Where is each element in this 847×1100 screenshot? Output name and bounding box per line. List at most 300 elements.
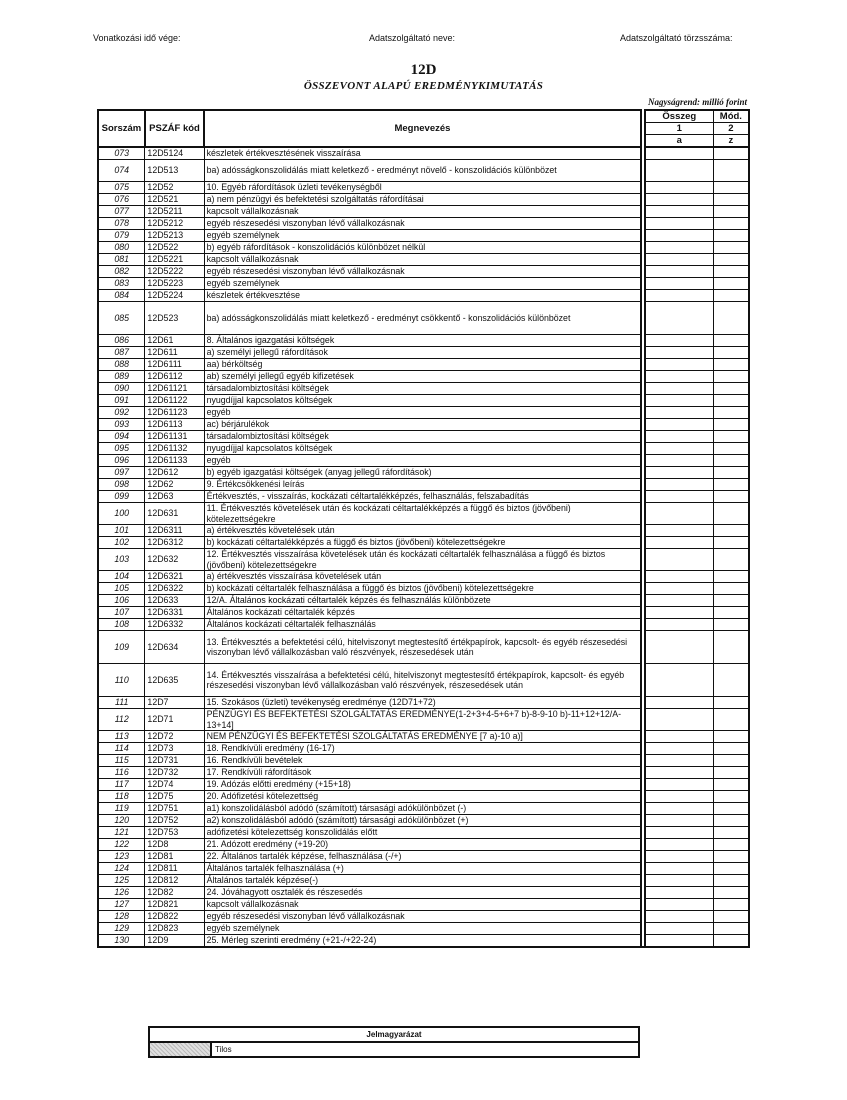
- row-amount-cell[interactable]: [645, 254, 713, 266]
- header-mod: Mód.: [713, 110, 749, 123]
- row-amount-cell[interactable]: [645, 537, 713, 549]
- row-amount-cell[interactable]: [645, 779, 713, 791]
- row-pszaf-code: 12D61131: [145, 431, 204, 443]
- row-pszaf-code: 12D81: [145, 851, 204, 863]
- row-amount-cell[interactable]: [645, 549, 713, 571]
- row-serial: 085: [98, 302, 145, 335]
- row-pszaf-code: 12D71: [145, 709, 204, 731]
- row-name: egyéb: [204, 407, 641, 419]
- row-name: ab) személyi jellegű egyéb kifizetések: [204, 371, 641, 383]
- row-serial: 115: [98, 755, 145, 767]
- row-serial: 086: [98, 335, 145, 347]
- row-amount-cell[interactable]: [645, 194, 713, 206]
- row-mod-cell[interactable]: [713, 525, 749, 537]
- row-amount-cell[interactable]: [645, 290, 713, 302]
- row-serial: 104: [98, 571, 145, 583]
- row-mod-cell[interactable]: [713, 230, 749, 242]
- row-name: b) egyéb igazgatási költségek (anyag jellegű ráfordítások): [204, 467, 641, 479]
- row-mod-cell[interactable]: [713, 347, 749, 359]
- table-row: [98, 302, 749, 335]
- row-mod-cell[interactable]: [713, 371, 749, 383]
- row-amount-cell[interactable]: [645, 709, 713, 731]
- row-mod-cell[interactable]: [713, 194, 749, 206]
- row-pszaf-code: 12D6321: [145, 571, 204, 583]
- row-pszaf-code: 12D72: [145, 731, 204, 743]
- row-amount-cell[interactable]: [645, 583, 713, 595]
- row-amount-cell[interactable]: [645, 664, 713, 697]
- row-pszaf-code: 12D6312: [145, 537, 204, 549]
- row-mod-cell[interactable]: [713, 290, 749, 302]
- row-mod-cell[interactable]: [713, 407, 749, 419]
- income-statement-table: [97, 109, 750, 948]
- row-serial: 129: [98, 923, 145, 935]
- row-name: 22. Általános tartalék képzése, felhasználása (-/+): [204, 851, 641, 863]
- row-mod-cell[interactable]: [713, 206, 749, 218]
- row-serial: 089: [98, 371, 145, 383]
- row-amount-cell[interactable]: [645, 875, 713, 887]
- row-name: 13. Értékvesztés a befektetési célú, hitelviszonyt megtestesítő értékpapírok, kapcsolt- és egyéb részesedési viszonyban lévő vállalkozásban való részvények, részesedések után: [204, 631, 641, 664]
- row-name: egyéb személynek: [204, 230, 641, 242]
- row-pszaf-code: 12D522: [145, 242, 204, 254]
- row-pszaf-code: 12D753: [145, 827, 204, 839]
- row-serial: 106: [98, 595, 145, 607]
- row-mod-cell[interactable]: [713, 419, 749, 431]
- row-amount-cell[interactable]: [645, 407, 713, 419]
- row-serial: 093: [98, 419, 145, 431]
- row-serial: 112: [98, 709, 145, 731]
- row-name: társadalombiztosítási költségek: [204, 431, 641, 443]
- table-row: [98, 827, 749, 839]
- row-name: b) kockázati céltartalékképzés a függő és biztos (jövőbeni) kötelezettségekre: [204, 537, 641, 549]
- row-pszaf-code: 12D751: [145, 803, 204, 815]
- header-mod-letter: z: [713, 135, 749, 148]
- row-amount-cell[interactable]: [645, 731, 713, 743]
- row-pszaf-code: 12D6311: [145, 525, 204, 537]
- row-serial: 109: [98, 631, 145, 664]
- header-name: Megnevezés: [204, 110, 641, 147]
- row-name: 20. Adófizetési kötelezettség: [204, 791, 641, 803]
- row-mod-cell[interactable]: [713, 911, 749, 923]
- table-row: [98, 709, 749, 731]
- row-amount-cell[interactable]: [645, 278, 713, 290]
- row-mod-cell[interactable]: [713, 537, 749, 549]
- row-mod-cell[interactable]: [713, 899, 749, 911]
- row-amount-cell[interactable]: [645, 160, 713, 182]
- row-mod-cell[interactable]: [713, 697, 749, 709]
- row-serial: 095: [98, 443, 145, 455]
- table-row: [98, 537, 749, 549]
- row-mod-cell[interactable]: [713, 455, 749, 467]
- row-amount-cell[interactable]: [645, 827, 713, 839]
- row-name: nyugdíjjal kapcsolatos költségek: [204, 395, 641, 407]
- row-amount-cell[interactable]: [645, 607, 713, 619]
- row-mod-cell[interactable]: [713, 863, 749, 875]
- row-mod-cell[interactable]: [713, 443, 749, 455]
- row-mod-cell[interactable]: [713, 607, 749, 619]
- row-name: 17. Rendkívüli ráfordítások: [204, 767, 641, 779]
- row-amount-cell[interactable]: [645, 755, 713, 767]
- table-row: [98, 194, 749, 206]
- table-row: [98, 571, 749, 583]
- row-name: kapcsolt vállalkozásnak: [204, 254, 641, 266]
- row-pszaf-code: 12D513: [145, 160, 204, 182]
- row-name: 9. Értékcsökkenési leírás: [204, 479, 641, 491]
- row-serial: 123: [98, 851, 145, 863]
- table-row: [98, 767, 749, 779]
- table-row: [98, 230, 749, 242]
- row-name: Általános tartalék képzése(-): [204, 875, 641, 887]
- row-amount-cell[interactable]: [645, 218, 713, 230]
- row-serial: 114: [98, 743, 145, 755]
- table-row: [98, 619, 749, 631]
- row-amount-cell[interactable]: [645, 619, 713, 631]
- row-mod-cell[interactable]: [713, 359, 749, 371]
- table-row: [98, 815, 749, 827]
- table-row: [98, 147, 749, 160]
- row-mod-cell[interactable]: [713, 827, 749, 839]
- row-serial: 101: [98, 525, 145, 537]
- row-pszaf-code: 12D731: [145, 755, 204, 767]
- row-mod-cell[interactable]: [713, 571, 749, 583]
- row-pszaf-code: 12D7: [145, 697, 204, 709]
- table-row: [98, 206, 749, 218]
- row-serial: 075: [98, 182, 145, 194]
- row-serial: 111: [98, 697, 145, 709]
- row-mod-cell[interactable]: [713, 147, 749, 160]
- table-row: [98, 419, 749, 431]
- row-mod-cell[interactable]: [713, 887, 749, 899]
- table-row: [98, 254, 749, 266]
- row-name: 11. Értékvesztés követelések után és kockázati céltartalékképzés a függő és biztos (jövőbeni) kötelezettségekre: [204, 503, 641, 525]
- table-row: [98, 242, 749, 254]
- row-amount-cell[interactable]: [645, 371, 713, 383]
- row-serial: 116: [98, 767, 145, 779]
- row-name: 10. Egyéb ráfordítások üzleti tevékenységből: [204, 182, 641, 194]
- row-serial: 084: [98, 290, 145, 302]
- row-name: 14. Értékvesztés visszaírása a befektetési célú, hitelviszonyt megtestesítő értékpapírok, kapcsolt- és egyéb részesedési viszonyban lévő vállalkozásban való részvények, részesedések után: [204, 664, 641, 697]
- row-amount-cell[interactable]: [645, 815, 713, 827]
- row-amount-cell[interactable]: [645, 697, 713, 709]
- table-row: [98, 182, 749, 194]
- row-pszaf-code: 12D61133: [145, 455, 204, 467]
- row-pszaf-code: 12D521: [145, 194, 204, 206]
- row-amount-cell[interactable]: [645, 335, 713, 347]
- table-row: [98, 887, 749, 899]
- row-mod-cell[interactable]: [713, 631, 749, 664]
- row-name: egyéb részesedési viszonyban lévő vállalkozásnak: [204, 266, 641, 278]
- row-pszaf-code: 12D634: [145, 631, 204, 664]
- table-row: [98, 525, 749, 537]
- row-mod-cell[interactable]: [713, 767, 749, 779]
- row-serial: 083: [98, 278, 145, 290]
- row-serial: 082: [98, 266, 145, 278]
- row-amount-cell[interactable]: [645, 803, 713, 815]
- row-pszaf-code: 12D822: [145, 911, 204, 923]
- row-amount-cell[interactable]: [645, 431, 713, 443]
- row-pszaf-code: 12D6112: [145, 371, 204, 383]
- table-row: [98, 266, 749, 278]
- header-amount-letter: a: [645, 135, 713, 148]
- row-name: a) nem pénzügyi és befektetési szolgáltatás ráfordításai: [204, 194, 641, 206]
- row-name: adófizetési kötelezettség konszolidálás előtt: [204, 827, 641, 839]
- row-mod-cell[interactable]: [713, 242, 749, 254]
- table-row: [98, 335, 749, 347]
- row-pszaf-code: 12D631: [145, 503, 204, 525]
- row-mod-cell[interactable]: [713, 875, 749, 887]
- row-amount-cell[interactable]: [645, 767, 713, 779]
- row-amount-cell[interactable]: [645, 467, 713, 479]
- row-amount-cell[interactable]: [645, 899, 713, 911]
- row-amount-cell[interactable]: [645, 359, 713, 371]
- row-name: kapcsolt vállalkozásnak: [204, 899, 641, 911]
- row-pszaf-code: 12D5221: [145, 254, 204, 266]
- row-amount-cell[interactable]: [645, 479, 713, 491]
- row-amount-cell[interactable]: [645, 743, 713, 755]
- row-name: a) személyi jellegű ráfordítások: [204, 347, 641, 359]
- row-amount-cell[interactable]: [645, 935, 713, 948]
- row-mod-cell[interactable]: [713, 431, 749, 443]
- row-serial: 073: [98, 147, 145, 160]
- row-serial: 100: [98, 503, 145, 525]
- row-amount-cell[interactable]: [645, 395, 713, 407]
- row-amount-cell[interactable]: [645, 631, 713, 664]
- row-mod-cell[interactable]: [713, 383, 749, 395]
- row-amount-cell[interactable]: [645, 147, 713, 160]
- row-serial: 091: [98, 395, 145, 407]
- row-serial: 120: [98, 815, 145, 827]
- row-serial: 113: [98, 731, 145, 743]
- row-mod-cell[interactable]: [713, 583, 749, 595]
- row-name: készletek értékvesztésének visszaírása: [204, 147, 641, 160]
- row-name: a1) konszolidálásból adódó (számított) társasági adókülönbözet (-): [204, 803, 641, 815]
- row-name: ac) bérjárulékok: [204, 419, 641, 431]
- table-row: [98, 899, 749, 911]
- row-mod-cell[interactable]: [713, 467, 749, 479]
- row-name: 12. Értékvesztés visszaírása követelések után és kockázati céltartalék felhasználása a függő és biztos (jövőbeni) kötelezettségekre: [204, 549, 641, 571]
- row-serial: 124: [98, 863, 145, 875]
- row-amount-cell[interactable]: [645, 863, 713, 875]
- row-name: 24. Jóváhagyott osztalék és részesedés: [204, 887, 641, 899]
- row-name: b) egyéb ráfordítások - konszolidációs különbözet nélkül: [204, 242, 641, 254]
- row-mod-cell[interactable]: [713, 549, 749, 571]
- table-row: [98, 731, 749, 743]
- row-pszaf-code: 12D732: [145, 767, 204, 779]
- row-pszaf-code: 12D632: [145, 549, 204, 571]
- row-amount-cell[interactable]: [645, 230, 713, 242]
- header-serial: Sorszám: [98, 110, 145, 147]
- row-mod-cell[interactable]: [713, 395, 749, 407]
- row-mod-cell[interactable]: [713, 266, 749, 278]
- row-pszaf-code: 12D61121: [145, 383, 204, 395]
- row-pszaf-code: 12D5213: [145, 230, 204, 242]
- row-serial: 077: [98, 206, 145, 218]
- row-mod-cell[interactable]: [713, 218, 749, 230]
- row-serial: 127: [98, 899, 145, 911]
- row-pszaf-code: 12D63: [145, 491, 204, 503]
- row-name: a) értékvesztés visszaírása követelések után: [204, 571, 641, 583]
- row-pszaf-code: 12D633: [145, 595, 204, 607]
- row-mod-cell[interactable]: [713, 491, 749, 503]
- table-row: [98, 631, 749, 664]
- row-serial: 078: [98, 218, 145, 230]
- table-row: [98, 755, 749, 767]
- row-amount-cell[interactable]: [645, 525, 713, 537]
- table-row: [98, 851, 749, 863]
- row-mod-cell[interactable]: [713, 743, 749, 755]
- table-row: [98, 803, 749, 815]
- legend-forbidden-label: Tilos: [211, 1042, 639, 1057]
- row-mod-cell[interactable]: [713, 619, 749, 631]
- table-row: [98, 278, 749, 290]
- row-serial: 097: [98, 467, 145, 479]
- row-name: Általános kockázati céltartalék képzés: [204, 607, 641, 619]
- row-mod-cell[interactable]: [713, 791, 749, 803]
- row-mod-cell[interactable]: [713, 160, 749, 182]
- row-mod-cell[interactable]: [713, 731, 749, 743]
- row-mod-cell[interactable]: [713, 779, 749, 791]
- table-row: [98, 779, 749, 791]
- row-pszaf-code: 12D6332: [145, 619, 204, 631]
- row-mod-cell[interactable]: [713, 595, 749, 607]
- row-serial: 088: [98, 359, 145, 371]
- row-serial: 117: [98, 779, 145, 791]
- row-amount-cell[interactable]: [645, 791, 713, 803]
- row-mod-cell[interactable]: [713, 302, 749, 335]
- row-mod-cell[interactable]: [713, 278, 749, 290]
- row-serial: 105: [98, 583, 145, 595]
- row-serial: 080: [98, 242, 145, 254]
- row-amount-cell[interactable]: [645, 266, 713, 278]
- row-mod-cell[interactable]: [713, 923, 749, 935]
- row-pszaf-code: 12D61123: [145, 407, 204, 419]
- row-name: 8. Általános igazgatási költségek: [204, 335, 641, 347]
- row-pszaf-code: 12D523: [145, 302, 204, 335]
- row-mod-cell[interactable]: [713, 935, 749, 948]
- row-amount-cell[interactable]: [645, 383, 713, 395]
- table-row: [98, 455, 749, 467]
- row-serial: 094: [98, 431, 145, 443]
- row-pszaf-code: 12D5211: [145, 206, 204, 218]
- row-mod-cell[interactable]: [713, 803, 749, 815]
- table-body: [98, 147, 749, 947]
- row-amount-cell[interactable]: [645, 851, 713, 863]
- row-amount-cell[interactable]: [645, 491, 713, 503]
- table-row: [98, 911, 749, 923]
- row-pszaf-code: 12D821: [145, 899, 204, 911]
- table-row: [98, 347, 749, 359]
- table-row: [98, 923, 749, 935]
- unit-note: Nagyságrend: millió forint: [647, 97, 747, 107]
- row-serial: 099: [98, 491, 145, 503]
- row-serial: 121: [98, 827, 145, 839]
- row-mod-cell[interactable]: [713, 254, 749, 266]
- table-row: [98, 431, 749, 443]
- row-name: Értékvesztés, - visszaírás, kockázati céltartalékképzés, felhasználás, felszabadítás: [204, 491, 641, 503]
- table-row: [98, 467, 749, 479]
- row-name: NEM PÉNZÜGYI ÉS BEFEKTETÉSI SZOLGÁLTATÁS EREDMÉNYE [7 a)-10 a)]: [204, 731, 641, 743]
- row-serial: 108: [98, 619, 145, 631]
- table-row: [98, 479, 749, 491]
- row-amount-cell[interactable]: [645, 839, 713, 851]
- row-serial: 092: [98, 407, 145, 419]
- row-amount-cell[interactable]: [645, 887, 713, 899]
- row-amount-cell[interactable]: [645, 182, 713, 194]
- row-mod-cell[interactable]: [713, 709, 749, 731]
- legend-forbidden-swatch: [149, 1042, 211, 1057]
- legend-box: [148, 1026, 640, 1058]
- table-row: [98, 503, 749, 525]
- row-name: a) értékvesztés követelések után: [204, 525, 641, 537]
- row-serial: 081: [98, 254, 145, 266]
- row-pszaf-code: 12D612: [145, 467, 204, 479]
- row-amount-cell[interactable]: [645, 302, 713, 335]
- row-serial: 110: [98, 664, 145, 697]
- table-row: [98, 443, 749, 455]
- row-serial: 090: [98, 383, 145, 395]
- row-amount-cell[interactable]: [645, 455, 713, 467]
- row-serial: 107: [98, 607, 145, 619]
- row-amount-cell[interactable]: [645, 503, 713, 525]
- table-row: [98, 697, 749, 709]
- row-mod-cell[interactable]: [713, 851, 749, 863]
- table-row: [98, 664, 749, 697]
- row-pszaf-code: 12D74: [145, 779, 204, 791]
- row-pszaf-code: 12D6111: [145, 359, 204, 371]
- table-row: [98, 383, 749, 395]
- row-name: a2) konszolidálásból adódó (számított) társasági adókülönbözet (+): [204, 815, 641, 827]
- row-pszaf-code: 12D811: [145, 863, 204, 875]
- row-name: 12/A. Általános kockázati céltartalék képzés és felhasználás különbözete: [204, 595, 641, 607]
- row-amount-cell[interactable]: [645, 923, 713, 935]
- row-amount-cell[interactable]: [645, 443, 713, 455]
- form-title: ÖSSZEVONT ALAPÚ EREDMÉNYKIMUTATÁS: [303, 80, 544, 92]
- row-name: egyéb: [204, 455, 641, 467]
- row-pszaf-code: 12D52: [145, 182, 204, 194]
- row-name: egyéb részesedési viszonyban lévő vállalkozásnak: [204, 218, 641, 230]
- row-pszaf-code: 12D752: [145, 815, 204, 827]
- row-amount-cell[interactable]: [645, 419, 713, 431]
- row-serial: 096: [98, 455, 145, 467]
- row-mod-cell[interactable]: [713, 182, 749, 194]
- row-mod-cell[interactable]: [713, 503, 749, 525]
- table-row: [98, 395, 749, 407]
- table-row: [98, 875, 749, 887]
- row-pszaf-code: 12D635: [145, 664, 204, 697]
- row-serial: 118: [98, 791, 145, 803]
- row-mod-cell[interactable]: [713, 839, 749, 851]
- row-name: Általános kockázati céltartalék felhasználás: [204, 619, 641, 631]
- row-amount-cell[interactable]: [645, 347, 713, 359]
- row-pszaf-code: 12D61: [145, 335, 204, 347]
- row-serial: 130: [98, 935, 145, 948]
- row-mod-cell[interactable]: [713, 755, 749, 767]
- row-amount-cell[interactable]: [645, 595, 713, 607]
- table-row: [98, 743, 749, 755]
- row-pszaf-code: 12D8: [145, 839, 204, 851]
- row-amount-cell[interactable]: [645, 242, 713, 254]
- row-amount-cell[interactable]: [645, 571, 713, 583]
- table-row: [98, 549, 749, 571]
- row-mod-cell[interactable]: [713, 815, 749, 827]
- row-pszaf-code: 12D73: [145, 743, 204, 755]
- row-serial: 128: [98, 911, 145, 923]
- row-amount-cell[interactable]: [645, 206, 713, 218]
- row-amount-cell[interactable]: [645, 911, 713, 923]
- row-mod-cell[interactable]: [713, 479, 749, 491]
- row-mod-cell[interactable]: [713, 664, 749, 697]
- row-mod-cell[interactable]: [713, 335, 749, 347]
- row-name: egyéb személynek: [204, 923, 641, 935]
